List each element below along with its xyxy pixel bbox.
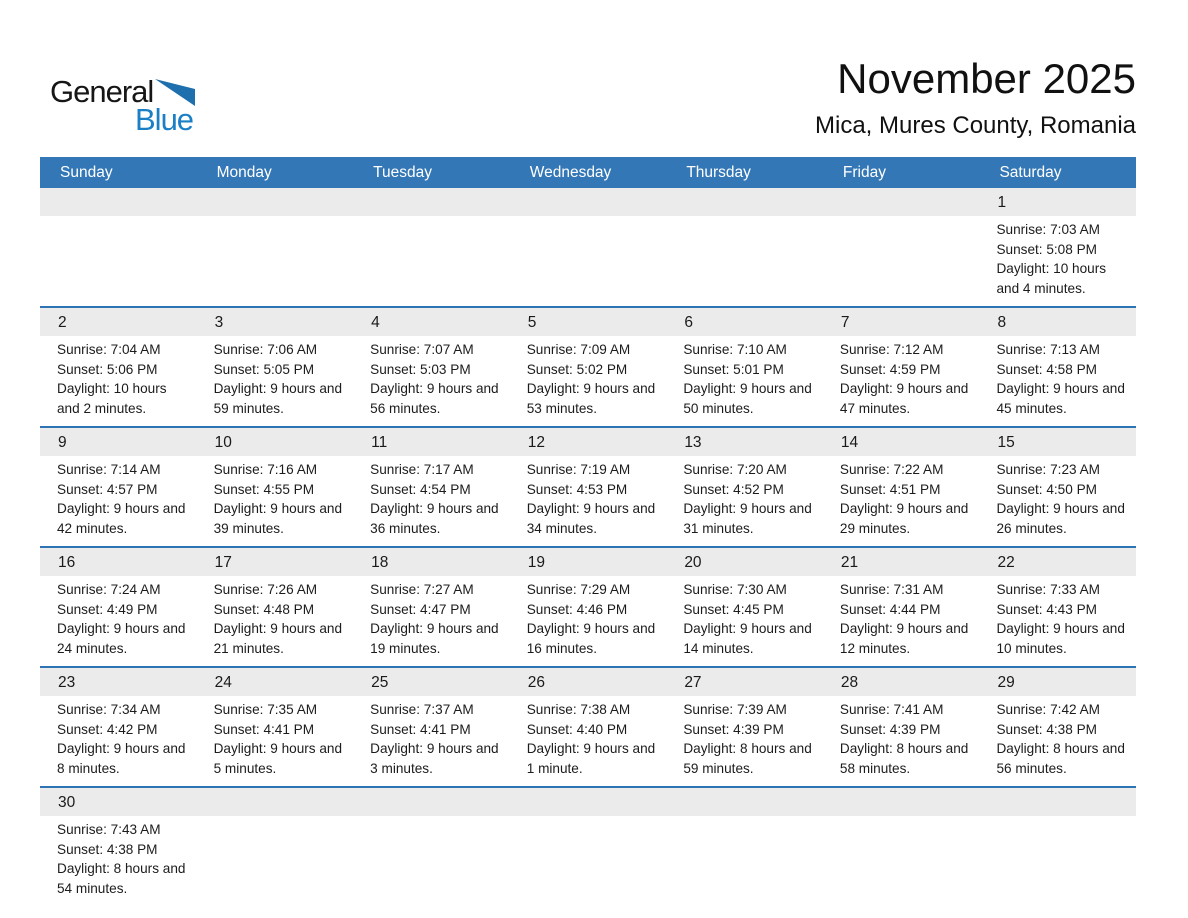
day-number: 7 xyxy=(823,308,980,336)
day-cell-3 xyxy=(197,308,354,426)
day-number xyxy=(353,188,510,216)
day-cell-empty xyxy=(666,188,823,306)
sunset-line: Sunset: 5:06 PM xyxy=(57,361,158,377)
sunrise-line: Sunrise: 7:42 AM xyxy=(996,702,1100,717)
sunrise-line: Sunrise: 7:30 AM xyxy=(683,582,787,597)
day-number xyxy=(666,188,823,216)
sunset-line: Sunset: 4:58 PM xyxy=(996,361,1097,377)
day-cell-22 xyxy=(979,548,1136,666)
day-cell-1 xyxy=(979,188,1136,306)
day-number: 8 xyxy=(979,308,1136,336)
day-details xyxy=(197,576,354,666)
day-cell-11 xyxy=(353,428,510,546)
day-number xyxy=(510,188,667,216)
day-details xyxy=(666,336,823,426)
day-number: 20 xyxy=(666,548,823,576)
day-number: 19 xyxy=(510,548,667,576)
day-details xyxy=(510,696,667,786)
day-cell-17 xyxy=(197,548,354,666)
day-details xyxy=(510,576,667,666)
sunrise-line: Sunrise: 7:38 AM xyxy=(526,702,631,717)
day-details xyxy=(979,576,1136,666)
general-blue-logo xyxy=(50,76,220,135)
daylight-line: Daylight: 9 hours and 24 minutes. xyxy=(57,621,186,656)
daylight-line: Daylight: 10 hours and 2 minutes. xyxy=(57,381,167,416)
daylight-line: Daylight: 9 hours and 45 minutes. xyxy=(996,381,1125,416)
daylight-line: Daylight: 9 hours and 34 minutes. xyxy=(526,501,656,536)
day-number: 6 xyxy=(666,308,823,336)
sunrise-line: Sunrise: 7:34 AM xyxy=(57,702,161,717)
day-number: 21 xyxy=(823,548,980,576)
daylight-line: Daylight: 9 hours and 29 minutes. xyxy=(839,501,969,536)
day-cell-21 xyxy=(823,548,980,666)
day-number xyxy=(40,188,197,216)
day-details xyxy=(353,456,510,546)
sunset-line: Sunset: 4:55 PM xyxy=(213,481,315,497)
daylight-line: Daylight: 9 hours and 53 minutes. xyxy=(526,381,656,416)
day-details xyxy=(823,336,980,426)
day-cell-13 xyxy=(666,428,823,546)
weekday-sunday: Sunday xyxy=(60,164,113,181)
day-details xyxy=(510,336,667,426)
sunset-line: Sunset: 4:44 PM xyxy=(839,601,941,617)
daylight-line: Daylight: 9 hours and 47 minutes. xyxy=(839,381,969,416)
sunrise-line: Sunrise: 7:35 AM xyxy=(213,702,318,717)
day-details xyxy=(979,696,1136,786)
sunset-line: Sunset: 5:02 PM xyxy=(526,361,628,377)
weekday-monday: Monday xyxy=(216,164,272,181)
sunrise-line: Sunrise: 7:43 AM xyxy=(57,822,161,837)
daylight-line: Daylight: 8 hours and 58 minutes. xyxy=(839,741,969,776)
calendar xyxy=(40,157,1136,908)
day-number: 5 xyxy=(510,308,667,336)
daylight-line: Daylight: 9 hours and 10 minutes. xyxy=(996,621,1125,656)
daylight-line: Daylight: 9 hours and 31 minutes. xyxy=(683,501,812,536)
logo-text-blue: Blue xyxy=(135,102,194,137)
day-cell-empty xyxy=(353,188,510,306)
day-number: 24 xyxy=(197,668,354,696)
day-cell-empty xyxy=(979,788,1136,908)
day-cell-empty xyxy=(510,788,667,908)
day-details xyxy=(197,456,354,546)
sunset-line: Sunset: 5:05 PM xyxy=(213,361,315,377)
sunset-line: Sunset: 5:08 PM xyxy=(996,241,1097,257)
weekday-thursday: Thursday xyxy=(686,164,751,181)
day-cell-4 xyxy=(353,308,510,426)
day-number: 26 xyxy=(510,668,667,696)
day-cell-14 xyxy=(823,428,980,546)
day-cell-25 xyxy=(353,668,510,786)
sunset-line: Sunset: 4:40 PM xyxy=(526,721,628,737)
weekday-tuesday: Tuesday xyxy=(373,164,433,181)
day-details xyxy=(353,216,510,228)
daylight-line: Daylight: 9 hours and 3 minutes. xyxy=(370,741,499,776)
sunset-line: Sunset: 5:03 PM xyxy=(370,361,471,377)
daylight-line: Daylight: 10 hours and 4 minutes. xyxy=(996,261,1107,296)
sunset-line: Sunset: 4:52 PM xyxy=(683,481,784,497)
day-number: 27 xyxy=(666,668,823,696)
daylight-line: Daylight: 9 hours and 16 minutes. xyxy=(526,621,656,656)
day-cell-12 xyxy=(510,428,667,546)
day-number: 15 xyxy=(979,428,1136,456)
day-number: 25 xyxy=(353,668,510,696)
day-cell-2 xyxy=(40,308,197,426)
sunset-line: Sunset: 4:51 PM xyxy=(839,481,941,497)
daylight-line: Daylight: 9 hours and 42 minutes. xyxy=(57,501,186,536)
sunset-line: Sunset: 4:46 PM xyxy=(526,601,628,617)
day-cell-empty xyxy=(353,788,510,908)
day-number: 2 xyxy=(40,308,197,336)
day-number xyxy=(666,788,823,816)
sunset-line: Sunset: 4:49 PM xyxy=(57,601,158,617)
day-details xyxy=(979,456,1136,546)
day-details xyxy=(666,816,823,828)
day-number: 9 xyxy=(40,428,197,456)
calendar-weeks xyxy=(40,188,1136,908)
day-details xyxy=(353,576,510,666)
day-number xyxy=(353,788,510,816)
day-number xyxy=(197,188,354,216)
sunset-line: Sunset: 4:48 PM xyxy=(213,601,315,617)
day-details xyxy=(979,816,1136,828)
day-cell-empty xyxy=(823,788,980,908)
day-cell-6 xyxy=(666,308,823,426)
day-details xyxy=(353,816,510,828)
day-cell-26 xyxy=(510,668,667,786)
day-details xyxy=(40,336,197,426)
sunrise-line: Sunrise: 7:22 AM xyxy=(839,462,944,477)
day-details xyxy=(197,696,354,786)
weekday-wednesday: Wednesday xyxy=(529,164,612,181)
week-row xyxy=(40,426,1136,546)
day-details xyxy=(823,576,980,666)
daylight-line: Daylight: 9 hours and 21 minutes. xyxy=(213,621,343,656)
day-details xyxy=(353,696,510,786)
day-cell-29 xyxy=(979,668,1136,786)
weekday-friday: Friday xyxy=(842,164,886,181)
sunrise-line: Sunrise: 7:31 AM xyxy=(839,582,944,597)
day-details xyxy=(666,216,823,228)
sunset-line: Sunset: 4:38 PM xyxy=(996,721,1097,737)
day-details xyxy=(666,576,823,666)
logo-text-general: General xyxy=(50,74,154,109)
day-number: 10 xyxy=(197,428,354,456)
day-details xyxy=(666,696,823,786)
day-details xyxy=(197,816,354,828)
day-number: 16 xyxy=(40,548,197,576)
day-cell-18 xyxy=(353,548,510,666)
sunrise-line: Sunrise: 7:14 AM xyxy=(57,462,161,477)
day-cell-empty xyxy=(197,188,354,306)
sunrise-line: Sunrise: 7:23 AM xyxy=(996,462,1100,477)
day-cell-empty xyxy=(823,188,980,306)
day-number xyxy=(510,788,667,816)
day-cell-9 xyxy=(40,428,197,546)
day-number: 4 xyxy=(353,308,510,336)
daylight-line: Daylight: 9 hours and 12 minutes. xyxy=(839,621,969,656)
day-number: 17 xyxy=(197,548,354,576)
day-number: 23 xyxy=(40,668,197,696)
daylight-line: Daylight: 9 hours and 39 minutes. xyxy=(213,501,343,536)
daylight-line: Daylight: 8 hours and 59 minutes. xyxy=(683,741,812,776)
daylight-line: Daylight: 9 hours and 59 minutes. xyxy=(213,381,343,416)
sunrise-line: Sunrise: 7:16 AM xyxy=(213,462,318,477)
day-details xyxy=(979,216,1136,306)
day-details xyxy=(823,456,980,546)
day-cell-20 xyxy=(666,548,823,666)
day-cell-19 xyxy=(510,548,667,666)
sunset-line: Sunset: 4:59 PM xyxy=(839,361,941,377)
daylight-line: Daylight: 9 hours and 1 minute. xyxy=(526,741,656,776)
sunset-line: Sunset: 4:47 PM xyxy=(370,601,471,617)
sunset-line: Sunset: 4:41 PM xyxy=(370,721,471,737)
day-number: 14 xyxy=(823,428,980,456)
sunset-line: Sunset: 4:41 PM xyxy=(213,721,315,737)
day-cell-8 xyxy=(979,308,1136,426)
day-details xyxy=(823,816,980,828)
daylight-line: Daylight: 8 hours and 54 minutes. xyxy=(57,861,186,896)
day-number: 28 xyxy=(823,668,980,696)
daylight-line: Daylight: 9 hours and 8 minutes. xyxy=(57,741,186,776)
day-details xyxy=(666,456,823,546)
day-number: 11 xyxy=(353,428,510,456)
day-number xyxy=(197,788,354,816)
daylight-line: Daylight: 9 hours and 5 minutes. xyxy=(213,741,343,776)
sunset-line: Sunset: 4:53 PM xyxy=(526,481,628,497)
weekday-saturday: Saturday xyxy=(999,164,1062,181)
sunset-line: Sunset: 5:01 PM xyxy=(683,361,784,377)
daylight-line: Daylight: 9 hours and 19 minutes. xyxy=(370,621,499,656)
week-row xyxy=(40,546,1136,666)
day-cell-30 xyxy=(40,788,197,908)
daylight-line: Daylight: 8 hours and 56 minutes. xyxy=(996,741,1125,776)
page-title: November 2025 xyxy=(837,55,1136,102)
day-details xyxy=(823,216,980,228)
sunrise-line: Sunrise: 7:04 AM xyxy=(57,342,161,357)
day-cell-empty xyxy=(40,188,197,306)
day-details xyxy=(510,216,667,228)
day-cell-7 xyxy=(823,308,980,426)
day-cell-5 xyxy=(510,308,667,426)
sunrise-line: Sunrise: 7:33 AM xyxy=(996,582,1100,597)
day-details xyxy=(197,336,354,426)
day-number: 18 xyxy=(353,548,510,576)
sunset-line: Sunset: 4:50 PM xyxy=(996,481,1097,497)
sunrise-line: Sunrise: 7:24 AM xyxy=(57,582,161,597)
day-details xyxy=(197,216,354,228)
sunset-line: Sunset: 4:57 PM xyxy=(57,481,158,497)
sunset-line: Sunset: 4:42 PM xyxy=(57,721,158,737)
day-cell-empty xyxy=(510,188,667,306)
sunset-line: Sunset: 4:38 PM xyxy=(57,841,158,857)
day-number: 30 xyxy=(40,788,197,816)
sunrise-line: Sunrise: 7:12 AM xyxy=(839,342,944,357)
title-block xyxy=(436,55,1136,140)
sunset-line: Sunset: 4:43 PM xyxy=(996,601,1097,617)
daylight-line: Daylight: 9 hours and 56 minutes. xyxy=(370,381,499,416)
daylight-line: Daylight: 9 hours and 14 minutes. xyxy=(683,621,812,656)
sunset-line: Sunset: 4:45 PM xyxy=(683,601,784,617)
day-cell-23 xyxy=(40,668,197,786)
week-row xyxy=(40,666,1136,786)
sunset-line: Sunset: 4:54 PM xyxy=(370,481,471,497)
day-number xyxy=(823,788,980,816)
sunrise-line: Sunrise: 7:19 AM xyxy=(526,462,631,477)
sunrise-line: Sunrise: 7:20 AM xyxy=(683,462,787,477)
sunrise-line: Sunrise: 7:39 AM xyxy=(683,702,787,717)
week-row xyxy=(40,786,1136,908)
day-cell-empty xyxy=(197,788,354,908)
day-details xyxy=(353,336,510,426)
day-cell-28 xyxy=(823,668,980,786)
sunrise-line: Sunrise: 7:37 AM xyxy=(370,702,474,717)
day-number: 1 xyxy=(979,188,1136,216)
day-number: 12 xyxy=(510,428,667,456)
day-cell-10 xyxy=(197,428,354,546)
sunset-line: Sunset: 4:39 PM xyxy=(839,721,941,737)
day-details xyxy=(40,216,197,228)
day-number: 29 xyxy=(979,668,1136,696)
day-details xyxy=(510,816,667,828)
day-details xyxy=(40,816,197,906)
day-number: 22 xyxy=(979,548,1136,576)
weekday-header-row xyxy=(40,157,1136,188)
day-details xyxy=(40,456,197,546)
sunset-line: Sunset: 4:39 PM xyxy=(683,721,784,737)
day-details xyxy=(823,696,980,786)
sunrise-line: Sunrise: 7:27 AM xyxy=(370,582,474,597)
day-details xyxy=(40,696,197,786)
daylight-line: Daylight: 9 hours and 50 minutes. xyxy=(683,381,812,416)
week-row xyxy=(40,306,1136,426)
daylight-line: Daylight: 9 hours and 26 minutes. xyxy=(996,501,1125,536)
sunrise-line: Sunrise: 7:41 AM xyxy=(839,702,944,717)
sunrise-line: Sunrise: 7:07 AM xyxy=(370,342,474,357)
day-cell-15 xyxy=(979,428,1136,546)
day-number: 13 xyxy=(666,428,823,456)
day-cell-24 xyxy=(197,668,354,786)
week-row xyxy=(40,188,1136,306)
day-number xyxy=(823,188,980,216)
day-details xyxy=(979,336,1136,426)
daylight-line: Daylight: 9 hours and 36 minutes. xyxy=(370,501,499,536)
sunrise-line: Sunrise: 7:13 AM xyxy=(996,342,1100,357)
day-details xyxy=(40,576,197,666)
sunrise-line: Sunrise: 7:06 AM xyxy=(213,342,318,357)
day-details xyxy=(510,456,667,546)
sunrise-line: Sunrise: 7:09 AM xyxy=(526,342,631,357)
sunrise-line: Sunrise: 7:17 AM xyxy=(370,462,474,477)
sunrise-line: Sunrise: 7:10 AM xyxy=(683,342,787,357)
day-cell-16 xyxy=(40,548,197,666)
day-number xyxy=(979,788,1136,816)
day-number: 3 xyxy=(197,308,354,336)
sunrise-line: Sunrise: 7:29 AM xyxy=(526,582,631,597)
sunrise-line: Sunrise: 7:03 AM xyxy=(996,222,1100,237)
page-subtitle: Mica, Mures County, Romania xyxy=(815,112,1136,140)
day-cell-empty xyxy=(666,788,823,908)
sunrise-line: Sunrise: 7:26 AM xyxy=(213,582,318,597)
day-cell-27 xyxy=(666,668,823,786)
